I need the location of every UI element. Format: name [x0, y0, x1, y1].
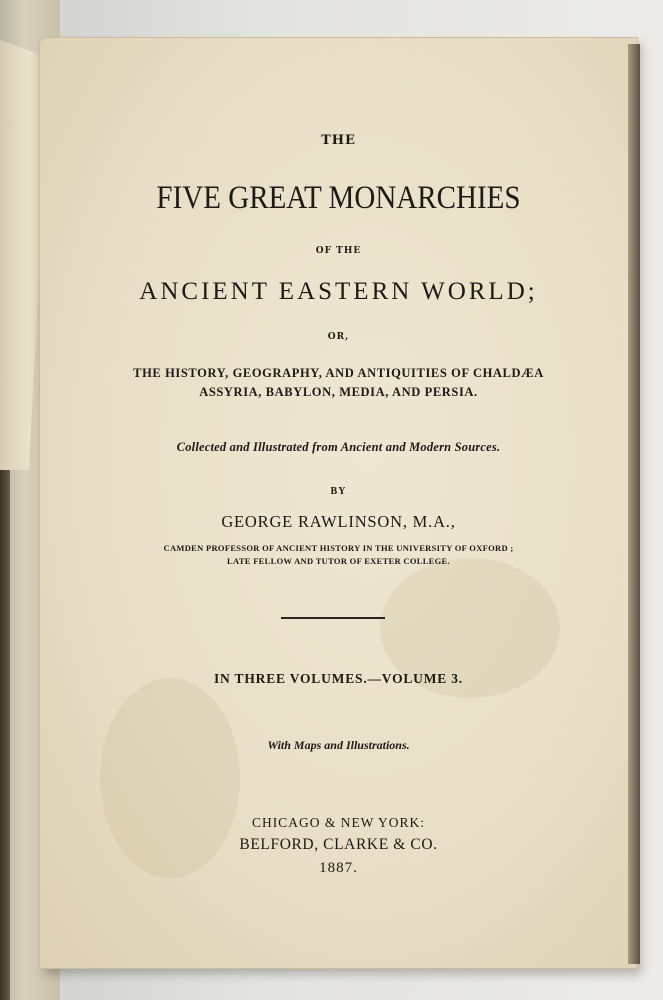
title-the: THE — [321, 133, 356, 148]
volumes-line: IN THREE VOLUMES.—VOLUME 3. — [214, 671, 463, 686]
subtitle: ANCIENT EASTERN WORLD; — [139, 278, 538, 305]
history-line-1: THE HISTORY, GEOGRAPHY, AND ANTIQUITIES OF CHALDÆA — [133, 366, 544, 380]
title-or: OR, — [327, 332, 350, 342]
publisher-city: CHICAGO & NEW YORK: — [251, 815, 426, 830]
divider-rule — [281, 617, 385, 619]
main-title: FIVE GREAT MONARCHIES — [156, 180, 521, 216]
author-name: GEORGE RAWLINSON, M.A., — [221, 512, 456, 531]
book-spine-edge — [0, 470, 10, 1000]
history-line-2: ASSYRIA, BABYLON, MEDIA, AND PERSIA. — [199, 385, 478, 399]
collected-line: Collected and Illustrated from Ancient and Modern Sources. — [176, 440, 501, 454]
publisher-name: BELFORD, CLARKE & CO. — [239, 836, 438, 853]
by-label: BY — [330, 486, 347, 497]
professor-line-2: LATE FELLOW AND TUTOR OF EXETER COLLEGE. — [227, 556, 450, 566]
publication-year: 1887. — [319, 860, 358, 876]
professor-line-1: CAMDEN PROFESSOR OF ANCIENT HISTORY IN THE UNIVERSITY OF OXFORD ; — [163, 543, 514, 553]
title-of-the: OF THE — [315, 246, 362, 256]
maps-line: With Maps and Illustrations. — [267, 738, 410, 752]
